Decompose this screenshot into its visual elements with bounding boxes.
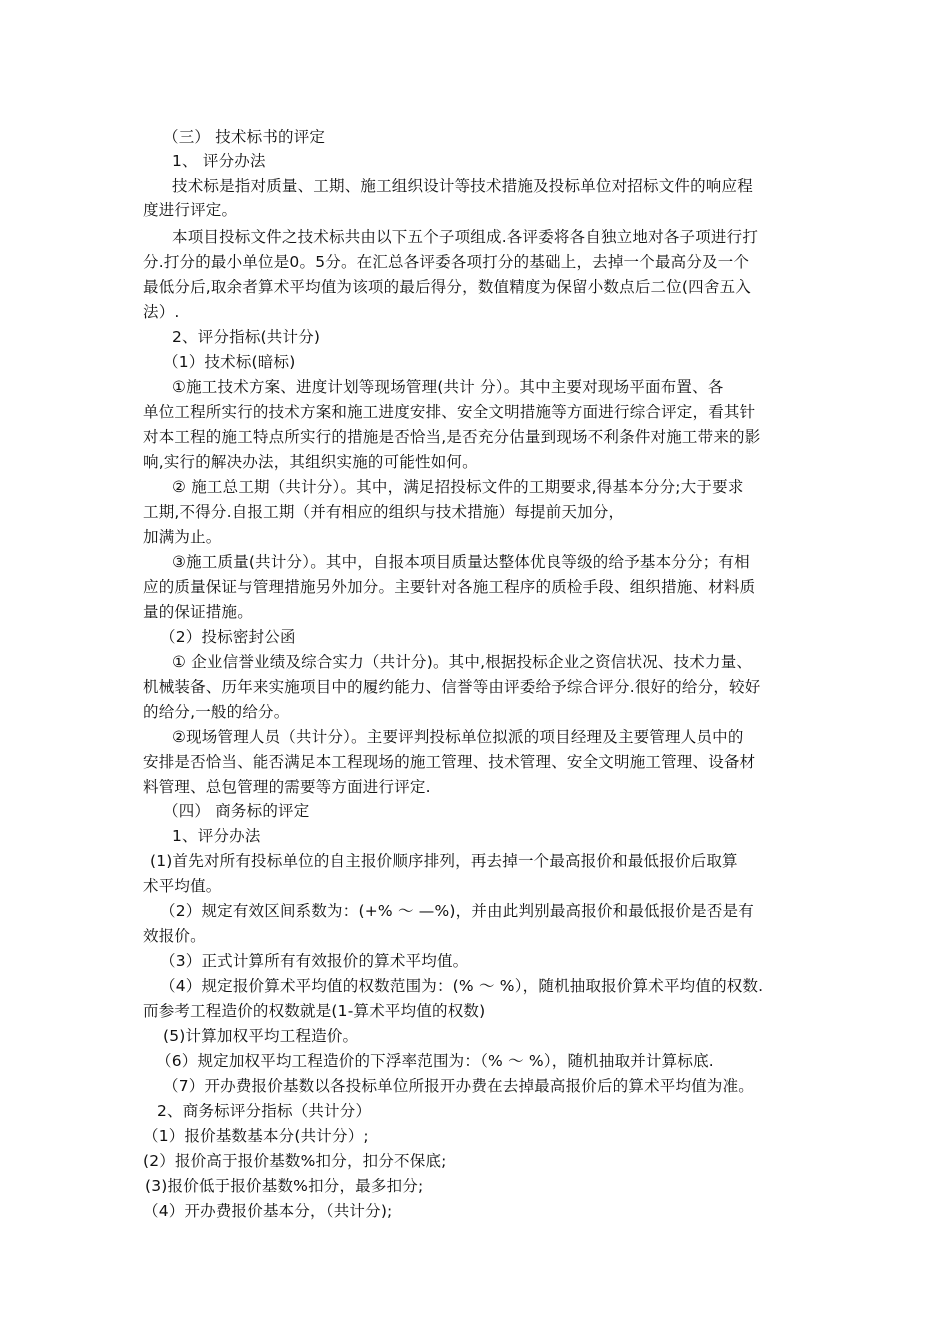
paragraph-line: 术平均值。 — [143, 877, 222, 895]
subheading-technical-anonymous: （1）技术标(暗标) — [163, 353, 296, 371]
subheading-commercial-index: 2、商务标评分指标（共计分） — [157, 1102, 372, 1120]
paragraph-line: 单位工程所实行的技术方案和施工进度安排、安全文明措施等方面进行综合评定，看其针 — [143, 403, 756, 421]
subheading-commercial-method: 1、评分办法 — [172, 827, 261, 845]
paragraph-line: 应的质量保证与管理措施另外加分。主要针对各施工程序的质检手段、组织措施、材料质 — [143, 578, 756, 596]
subheading-sealed-letter: （2）投标密封公函 — [160, 628, 296, 646]
paragraph-line: ②现场管理人员（共计分）。主要评判投标单位拟派的项目经理及主要管理人员中的 — [172, 728, 744, 746]
paragraph-line: 响,实行的解决办法，其组织实施的可能性如何。 — [143, 453, 478, 471]
paragraph-line: (1)首先对所有投标单位的自主报价顺序排列，再去掉一个最高报价和最低报价后取算 — [150, 852, 738, 870]
paragraph-line: 对本工程的施工特点所实行的措施是否恰当,是否充分估量到现场不利条件对施工带来的影 — [143, 428, 761, 446]
paragraph-line: （2）规定有效区间系数为：(+% ～ —%)，并由此判别最高报价和最低报价是否是有 — [160, 902, 754, 920]
paragraph-line: 本项目投标文件之技术标共由以下五个子项组成.各评委将各自独立地对各子项进行打 — [172, 228, 759, 246]
list-item: (3)报价低于报价基数%扣分，最多扣分; — [145, 1177, 424, 1195]
paragraph-line: 最低分后,取余者算术平均值为该项的最后得分，数值精度为保留小数点后二位(四舍五入 — [143, 278, 751, 296]
list-item: （1）报价基数基本分(共计分）; — [143, 1127, 369, 1145]
section-heading-commercial-bid: （四） 商务标的评定 — [163, 802, 310, 820]
paragraph-line: ② 施工总工期（共计分）。其中，满足招投标文件的工期要求,得基本分分;大于要求 — [172, 478, 744, 496]
paragraph-line: 度进行评定。 — [143, 201, 238, 219]
paragraph-line: （7）开办费报价基数以各投标单位所报开办费在去掉最高报价后的算术平均值为准。 — [163, 1077, 754, 1095]
paragraph-line: 工期,不得分.自报工期（并有相应的组织与技术措施）每提前天加分， — [143, 503, 625, 521]
paragraph-line: 料管理、总包管理的需要等方面进行评定. — [143, 778, 431, 796]
paragraph-line: ①施工技术方案、进度计划等现场管理(共计 分）。其中主要对现场平面布置、各 — [172, 378, 724, 396]
section-heading-technical-bid: （三） 技术标书的评定 — [163, 128, 326, 146]
subheading-scoring-index: 2、评分指标(共计分) — [172, 328, 321, 346]
paragraph-line: 效报价。 — [143, 927, 206, 945]
paragraph-line: 安排是否恰当、能否满足本工程现场的施工管理、技术管理、安全文明施工管理、设备材 — [143, 753, 756, 771]
paragraph-line: 而参考工程造价的权数就是(1-算术平均值的权数) — [143, 1002, 486, 1020]
paragraph-line: （3）正式计算所有有效报价的算术平均值。 — [160, 952, 469, 970]
paragraph-line: 的给分,一般的给分。 — [143, 703, 290, 721]
paragraph-line: ① 企业信誉业绩及综合实力（共计分)。其中,根据投标企业之资信状况、技术力量、 — [172, 653, 753, 671]
paragraph-line: 技术标是指对质量、工期、施工组织设计等技术措施及投标单位对招标文件的响应程 — [172, 177, 753, 195]
paragraph-line: 机械装备、历年来实施项目中的履约能力、信誉等由评委给予综合评分.很好的给分，较好 — [143, 678, 761, 696]
paragraph-line: 量的保证措施。 — [143, 603, 253, 621]
list-item: （4）开办费报价基本分，（共计分); — [143, 1202, 393, 1220]
paragraph-line: ③施工质量(共计分）。其中，自报本项目质量达整体优良等级的给予基本分分；有相 — [172, 553, 750, 571]
paragraph-line: （6）规定加权平均工程造价的下浮率范围为：（% ～ %），随机抽取并计算标底. — [156, 1052, 714, 1070]
list-item: (2）报价高于报价基数%扣分，扣分不保底; — [143, 1152, 447, 1170]
subheading-scoring-method: 1、 评分办法 — [172, 152, 266, 170]
paragraph-line: 法）. — [143, 303, 180, 321]
paragraph-line: 分.打分的最小单位是0。5分。在汇总各评委各项打分的基础上，去掉一个最高分及一个 — [143, 253, 750, 271]
paragraph-line: （4）规定报价算术平均值的权数范围为：(% ～ %），随机抽取报价算术平均值的权数. — [160, 977, 764, 995]
paragraph-line: (5)计算加权平均工程造价。 — [163, 1027, 359, 1045]
paragraph-line: 加满为止。 — [143, 528, 222, 546]
